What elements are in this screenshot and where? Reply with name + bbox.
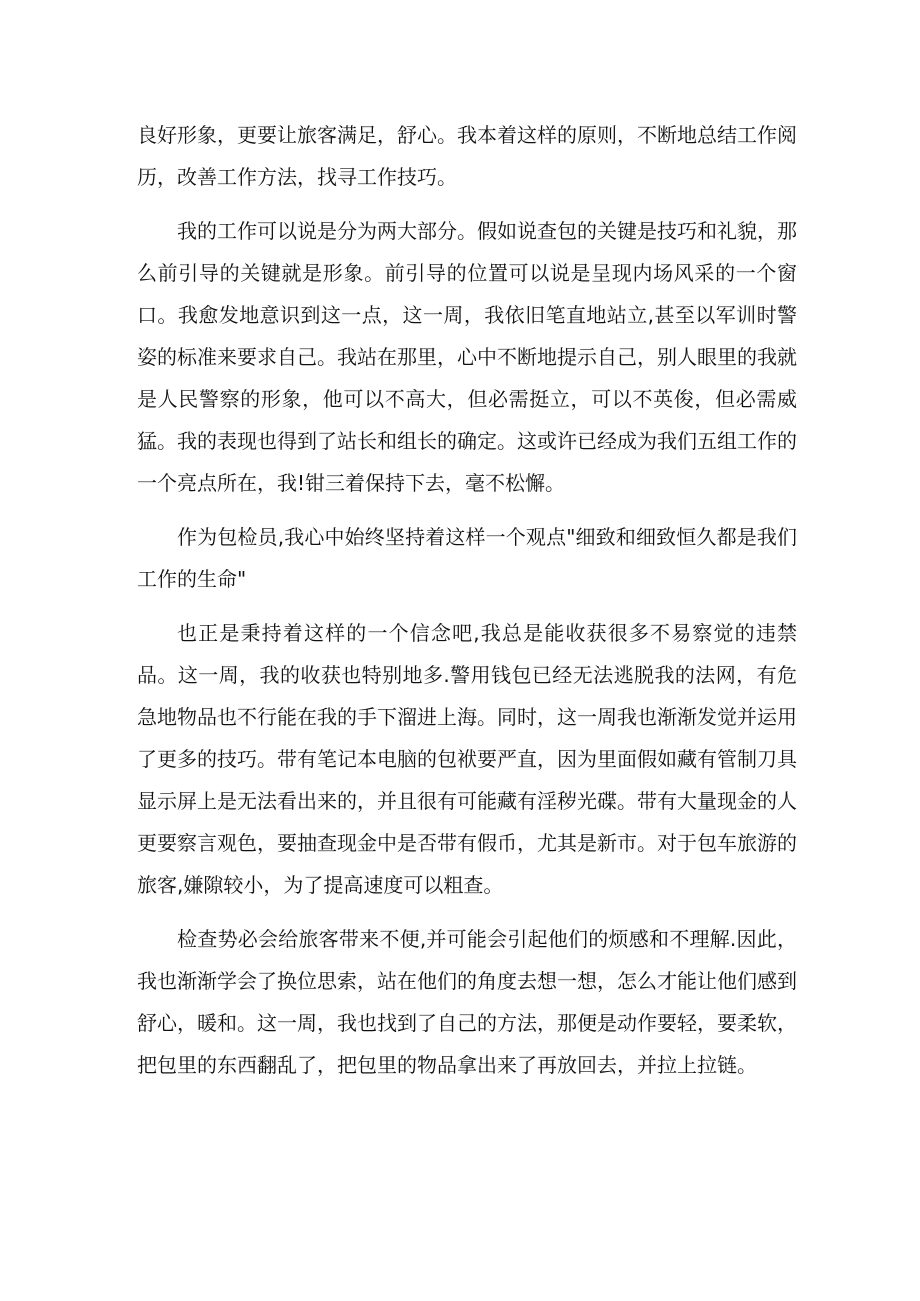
paragraph-empathy: 检查势必会给旅客带来不便,并可能会引起他们的烦感和不理解.因此，我也渐渐学会了换位思索，站在他们的角度去想一想，怎么才能让他们感到舒心，暖和。这一周，我也找到了自己的方法，那便是动作要轻，要柔软，把包里的东西翻乱了，把包里的物品拿出来了再放回去，并拉上拉链。 [137,927,797,1077]
document-body [137,114,797,1086]
paragraph-continuation: 良好形象，更要让旅客满足，舒心。我本着这样的原则，不断地总结工作阅历，改善工作方法，找寻工作技巧。 [137,123,797,189]
paragraph-contraband: 也正是秉持着这样的一个信念吧,我总是能收获很多不易察觉的违禁品。这一周，我的收获也特别地多.警用钱包已经无法逃脱我的法网，有危急地物品也不行能在我的手下溜进上海。同时，这一周我也渐渐发觉并运用了更多的技巧。带有笔记本电脑的包袱要严直，因为里面假如藏有管制刀具显示屏上是无法看出来的，并且很有可能藏有淫秽光碟。带有大量现金的人更要察言观色，要抽查现金中是否带有假币，尤其是新市。对于包车旅游的旅客,嫌隙较小，为了提高速度可以粗查。 [137,621,797,897]
paragraph-work-parts: 我的工作可以说是分为两大部分。假如说查包的关键是技巧和礼貌，那么前引导的关键就是形象。前引导的位置可以说是呈现内场风采的一个窗口。我愈发地意识到这一点，这一周，我依旧笔直地站立,甚至以军训时警姿的标准来要求自己。我站在那里，心中不断地提示自己，别人眼里的我就是人民警察的形象，他可以不高大，但必需挺立，可以不英俊，但必需威猛。我的表现也得到了站长和组长的确定。这或许已经成为我们五组工作的一个亮点所在，我!钳三着保持下去，毫不松懈。 [137,219,797,495]
paragraph-inspector-view: 作为包检员,我心中始终坚持着这样一个观点"细致和细致恒久都是我们工作的生命" [137,525,797,591]
